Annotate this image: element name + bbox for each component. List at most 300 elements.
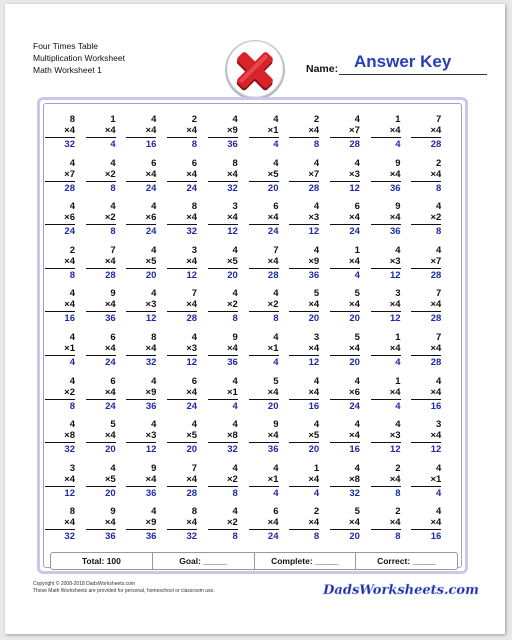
problem-factor-bottom: ×5 [267, 168, 279, 180]
problem-factor-top: 4 [151, 375, 157, 387]
copyright-line-1: Copyright © 2008-2018 DadsWorksheets.com [33, 581, 135, 587]
problem-factor-bottom: ×7 [308, 168, 320, 180]
problem-factor-top: 4 [273, 157, 279, 169]
problem-factor-bottom: ×8 [349, 473, 360, 485]
problem-factor-bottom: ×4 [145, 168, 157, 180]
problem-answer: 24 [64, 226, 75, 238]
red-x-icon [218, 38, 292, 102]
problem-factor-bottom: ×4 [308, 125, 320, 136]
problem-factor-bottom: ×4 [430, 343, 442, 354]
problem-answer: 4 [395, 400, 401, 412]
problem-factor-bottom: ×1 [64, 343, 75, 354]
problem-factor-bottom: ×4 [104, 255, 116, 267]
problem-factor-top: 4 [151, 114, 157, 125]
problem-answer: 12 [145, 444, 157, 456]
problem-factor-bottom: ×6 [64, 212, 75, 224]
problem-factor-top: 6 [151, 157, 157, 169]
problem-factor-top: 4 [110, 462, 116, 474]
problem-factor-bottom: ×3 [389, 255, 401, 267]
problem-factor-bottom: ×6 [349, 386, 360, 398]
problem-answer: 32 [186, 531, 198, 543]
problem-factor-bottom: ×4 [349, 517, 360, 529]
problem-factor-bottom: ×4 [308, 386, 320, 398]
problem-factor-top: 4 [151, 419, 157, 431]
problem-factor-top: 4 [151, 288, 157, 300]
problem-answer: 4 [395, 139, 401, 150]
problem-answer: 8 [436, 182, 442, 194]
problem-factor-top: 4 [232, 462, 238, 474]
problem-answer: 16 [349, 444, 360, 456]
problem-answer: 28 [64, 182, 75, 194]
problem-factor-bottom: ×4 [186, 517, 198, 529]
problem-answer: 20 [349, 313, 360, 325]
problem-factor-bottom: ×4 [64, 299, 75, 311]
copyright-line-2: These Math Worksheets are provided for personal, homeschool or classroom use. [33, 588, 215, 594]
problem-answer: 4 [110, 139, 116, 150]
problem-answer: 8 [313, 139, 320, 150]
problem-factor-top: 4 [273, 288, 279, 300]
problem-factor-top: 2 [191, 114, 198, 125]
problem-answer: 24 [186, 182, 198, 194]
problem-factor-top: 6 [191, 375, 198, 387]
problem-factor-bottom: ×2 [226, 517, 238, 529]
problem-answer: 8 [191, 139, 198, 150]
problem-answer: 28 [430, 139, 442, 150]
problem-factor-bottom: ×4 [389, 125, 401, 136]
problem-factor-bottom: ×4 [430, 299, 442, 311]
problem-answer: 12 [186, 357, 198, 368]
problem-factor-top: 7 [436, 288, 442, 300]
problem-factor-top: 4 [273, 332, 279, 343]
problem-factor-bottom: ×4 [430, 168, 442, 180]
problem-answer: 16 [308, 400, 320, 412]
problem-factor-bottom: ×4 [267, 212, 279, 224]
answer-key-label: Answer Key [354, 52, 452, 71]
problem-factor-bottom: ×4 [389, 299, 401, 311]
problem-factor-top: 4 [191, 419, 198, 431]
problem-factor-bottom: ×4 [104, 299, 116, 311]
problem-answer: 12 [390, 444, 401, 456]
problem-factor-bottom: ×1 [267, 473, 279, 485]
problem-factor-top: 3 [232, 201, 238, 213]
problem-factor-top: 4 [313, 244, 320, 256]
problem-factor-bottom: ×4 [349, 255, 360, 267]
problem-factor-bottom: ×8 [64, 430, 75, 442]
problem-factor-bottom: ×2 [104, 212, 116, 224]
problem-factor-top: 5 [110, 419, 116, 431]
problem-factor-bottom: ×4 [145, 473, 157, 485]
problem-factor-top: 4 [69, 157, 75, 169]
problem-factor-bottom: ×5 [186, 430, 198, 442]
problem-answer: 36 [145, 487, 157, 499]
problem-answer: 4 [232, 400, 238, 412]
problem-factor-top: 1 [395, 332, 401, 343]
problem-factor-bottom: ×4 [430, 125, 442, 136]
problem-factor-top: 2 [313, 506, 320, 518]
problem-answer: 4 [395, 357, 401, 368]
problem-factor-bottom: ×4 [104, 517, 116, 529]
problem-factor-bottom: ×4 [389, 168, 401, 180]
problem-answer: 36 [227, 139, 238, 150]
goal-cell: Goal: _____ [153, 553, 255, 569]
problem-factor-top: 6 [191, 157, 198, 169]
problem-factor-bottom: ×4 [145, 125, 157, 136]
problem-answer: 12 [390, 269, 401, 281]
problem-answer: 8 [273, 313, 279, 325]
problem-factor-top: 9 [151, 462, 157, 474]
problem-factor-top: 4 [232, 288, 238, 300]
problem-factor-top: 4 [436, 244, 442, 256]
problem-factor-bottom: ×5 [226, 255, 238, 267]
problem-factor-bottom: ×8 [226, 430, 238, 442]
problem-factor-top: 2 [313, 114, 320, 125]
problem-factor-top: 9 [232, 332, 238, 343]
problem-factor-bottom: ×4 [308, 517, 320, 529]
problem-factor-bottom: ×4 [104, 386, 116, 398]
problem-factor-top: 5 [354, 506, 360, 518]
problem-factor-bottom: ×4 [349, 299, 360, 311]
problem-answer: 32 [145, 357, 157, 368]
problem-factor-top: 9 [110, 506, 116, 518]
problem-factor-top: 5 [273, 375, 279, 387]
problem-factor-top: 1 [395, 114, 401, 125]
problem-factor-top: 9 [395, 157, 401, 169]
problem-factor-bottom: ×5 [104, 473, 116, 485]
problem-factor-top: 7 [436, 332, 442, 343]
problem-factor-bottom: ×4 [389, 517, 401, 529]
problem-factor-bottom: ×3 [186, 343, 198, 354]
problem-answer: 32 [64, 444, 75, 456]
problem-factor-top: 8 [151, 332, 157, 343]
problem-factor-bottom: ×2 [226, 299, 238, 311]
problem-factor-top: 4 [69, 288, 75, 300]
problem-answer: 20 [349, 357, 360, 368]
problem-factor-top: 4 [232, 114, 238, 125]
problem-factor-top: 5 [313, 288, 320, 300]
complete-cell: Complete: _____ [255, 553, 357, 569]
worksheet-title: Four Times Table [33, 41, 99, 51]
problem-answer: 4 [313, 487, 320, 499]
problem-factor-bottom: ×4 [64, 125, 75, 136]
problem-factor-bottom: ×4 [308, 343, 320, 354]
problem-factor-bottom: ×3 [389, 430, 401, 442]
problem-factor-top: 8 [191, 201, 198, 213]
problem-factor-bottom: ×4 [389, 473, 401, 485]
problem-answer: 28 [430, 357, 442, 368]
problem-factor-bottom: ×2 [104, 168, 116, 180]
problem-factor-bottom: ×4 [104, 430, 116, 442]
problem-factor-top: 4 [273, 114, 279, 125]
problem-answer: 24 [105, 357, 116, 368]
problem-answer: 36 [390, 182, 401, 194]
problem-answer: 4 [354, 269, 360, 281]
problem-factor-top: 4 [232, 506, 238, 518]
problem-answer: 8 [232, 487, 238, 499]
problem-factor-bottom: ×9 [145, 517, 157, 529]
problem-answer: 8 [232, 313, 238, 325]
problem-answer: 4 [273, 357, 279, 368]
problem-factor-bottom: ×4 [226, 168, 238, 180]
problem-answer: 4 [273, 487, 279, 499]
problem-factor-top: 4 [232, 375, 238, 387]
problem-factor-top: 4 [436, 506, 442, 518]
problem-answer: 28 [186, 487, 198, 499]
problem-factor-bottom: ×4 [186, 125, 198, 136]
problem-factor-top: 8 [69, 114, 75, 125]
problem-factor-bottom: ×7 [349, 125, 360, 136]
problem-factor-top: 4 [354, 114, 360, 125]
correct-cell: Correct: _____ [377, 556, 437, 566]
problem-answer: 20 [267, 182, 279, 194]
problem-factor-top: 7 [110, 244, 116, 256]
problem-answer: 12 [227, 226, 238, 238]
problem-answer: 32 [227, 444, 238, 456]
problem-factor-bottom: ×4 [186, 255, 198, 267]
problem-answer: 4 [273, 139, 279, 150]
problem-answer: 24 [105, 400, 116, 412]
problem-answer: 24 [145, 226, 157, 238]
problem-factor-top: 4 [151, 506, 157, 518]
problem-answer: 12 [308, 226, 320, 238]
problem-factor-bottom: ×4 [389, 386, 401, 398]
problem-answer: 20 [349, 531, 360, 543]
problem-answer: 16 [430, 400, 442, 412]
problem-factor-top: 9 [110, 288, 116, 300]
problem-answer: 32 [64, 531, 75, 543]
problem-factor-top: 4 [313, 419, 320, 431]
problem-factor-bottom: ×4 [145, 343, 157, 354]
problem-factor-bottom: ×1 [430, 473, 442, 485]
problem-factor-bottom: ×4 [64, 517, 75, 529]
problem-factor-top: 1 [354, 244, 360, 256]
problem-factor-top: 4 [69, 201, 75, 213]
problem-factor-top: 4 [69, 332, 75, 343]
problem-answer: 36 [390, 226, 401, 238]
problem-answer: 8 [395, 531, 401, 543]
problem-answer: 8 [395, 487, 401, 499]
problem-factor-bottom: ×7 [430, 255, 442, 267]
problem-answer: 32 [64, 139, 75, 150]
total-cell: Total: 100 [51, 553, 153, 569]
problem-factor-top: 4 [395, 244, 401, 256]
problem-answer: 4 [436, 487, 442, 499]
problem-factor-bottom: ×4 [186, 386, 198, 398]
problem-factor-top: 8 [69, 506, 75, 518]
problem-answer: 16 [145, 139, 157, 150]
problem-factor-top: 6 [110, 375, 116, 387]
problem-answer: 12 [390, 313, 401, 325]
problem-answer: 20 [105, 444, 116, 456]
problem-factor-bottom: ×4 [267, 430, 279, 442]
problem-factor-bottom: ×4 [349, 212, 360, 224]
problem-factor-bottom: ×4 [226, 212, 238, 224]
problem-factor-bottom: ×4 [308, 299, 320, 311]
problem-answer: 28 [349, 139, 360, 150]
problem-factor-bottom: ×2 [226, 473, 238, 485]
problem-factor-bottom: ×4 [64, 255, 75, 267]
problem-factor-bottom: ×1 [226, 386, 238, 398]
problem-answer: 36 [227, 357, 238, 368]
worksheet-header [33, 40, 125, 76]
problem-factor-bottom: ×9 [226, 125, 238, 136]
problem-factor-top: 8 [191, 506, 198, 518]
problem-factor-top: 7 [191, 462, 198, 474]
problem-answer: 8 [110, 226, 116, 238]
name-label: Name: [306, 63, 339, 75]
worksheet-number: Math Worksheet 1 [33, 65, 102, 75]
problem-factor-top: 3 [395, 288, 401, 300]
problem-factor-top: 4 [232, 244, 238, 256]
problem-factor-top: 4 [151, 201, 157, 213]
problem-factor-bottom: ×4 [430, 386, 442, 398]
problem-factor-bottom: ×3 [145, 299, 157, 311]
problem-factor-bottom: ×6 [145, 212, 157, 224]
problem-factor-top: 3 [191, 244, 198, 256]
problem-answer: 36 [308, 269, 320, 281]
problem-answer: 28 [430, 313, 442, 325]
problem-factor-top: 4 [273, 462, 279, 474]
problem-factor-top: 4 [436, 375, 442, 387]
problem-factor-bottom: ×9 [308, 255, 320, 267]
problem-factor-top: 9 [395, 201, 401, 213]
problem-factor-bottom: ×4 [430, 517, 442, 529]
problem-factor-top: 4 [110, 201, 116, 213]
problem-answer: 20 [308, 444, 320, 456]
problem-answer: 12 [186, 269, 198, 281]
problem-factor-bottom: ×1 [267, 343, 279, 354]
problem-factor-bottom: ×3 [349, 168, 360, 180]
problem-factor-top: 8 [232, 157, 238, 169]
problem-factor-bottom: ×2 [267, 299, 279, 311]
name-area [306, 50, 486, 76]
problem-answer: 4 [69, 357, 75, 368]
problem-factor-bottom: ×4 [389, 212, 401, 224]
problem-factor-top: 4 [354, 462, 360, 474]
problem-factor-top: 3 [436, 419, 442, 431]
problem-answer: 20 [105, 487, 116, 499]
problem-factor-bottom: ×4 [186, 212, 198, 224]
problem-factor-bottom: ×4 [104, 343, 116, 354]
problem-factor-bottom: ×4 [64, 473, 75, 485]
problem-answer: 24 [267, 531, 279, 543]
problem-factor-top: 4 [110, 157, 116, 169]
problem-factor-top: 1 [395, 375, 401, 387]
problem-factor-bottom: ×4 [186, 473, 198, 485]
problem-factor-top: 4 [151, 244, 157, 256]
problem-factor-top: 6 [110, 332, 116, 343]
problems-frame [37, 97, 468, 574]
problem-factor-top: 7 [273, 244, 279, 256]
problem-answer: 8 [110, 182, 116, 194]
problem-factor-top: 2 [395, 462, 401, 474]
dadsworksheets-logo [323, 578, 479, 600]
problem-factor-bottom: ×4 [226, 343, 238, 354]
logo-text: DadsWorksheets.com [323, 583, 479, 598]
problems-frame-inner [43, 103, 462, 568]
problem-answer: 28 [308, 182, 320, 194]
problem-answer: 20 [186, 444, 198, 456]
problem-factor-bottom: ×4 [186, 299, 198, 311]
problem-factor-top: 4 [436, 462, 442, 474]
problem-answer: 8 [313, 531, 320, 543]
name-line [339, 74, 487, 75]
problem-answer: 32 [227, 182, 238, 194]
problem-factor-top: 3 [313, 332, 320, 343]
problem-answer: 8 [232, 531, 238, 543]
problem-answer: 28 [105, 269, 116, 281]
problem-factor-top: 4 [313, 201, 320, 213]
problem-factor-top: 4 [395, 419, 401, 431]
problem-answer: 20 [227, 269, 238, 281]
problem-answer: 36 [145, 531, 157, 543]
problem-answer: 32 [349, 487, 360, 499]
worksheet-subtitle: Multiplication Worksheet [33, 53, 125, 63]
problem-factor-bottom: ×4 [430, 430, 442, 442]
problem-factor-top: 7 [191, 288, 198, 300]
score-footer [50, 552, 458, 570]
problem-factor-top: 4 [354, 419, 360, 431]
problem-answer: 24 [349, 400, 360, 412]
problem-answer: 16 [64, 313, 75, 325]
problem-answer: 32 [186, 226, 198, 238]
problem-factor-top: 6 [354, 201, 360, 213]
problem-answer: 36 [105, 313, 116, 325]
problem-factor-bottom: ×4 [186, 168, 198, 180]
problem-factor-bottom: ×4 [349, 343, 360, 354]
problem-answer: 36 [105, 531, 116, 543]
problem-factor-top: 6 [273, 201, 279, 213]
problem-answer: 28 [267, 269, 279, 281]
problem-answer: 8 [69, 269, 75, 281]
problem-factor-bottom: ×7 [64, 168, 75, 180]
problem-factor-top: 2 [69, 244, 75, 256]
problem-factor-bottom: ×2 [64, 386, 75, 398]
problem-answer: 20 [145, 269, 157, 281]
problem-factor-bottom: ×4 [104, 125, 116, 136]
problem-answer: 24 [186, 400, 198, 412]
problem-answer: 12 [430, 444, 442, 456]
problem-answer: 36 [145, 400, 157, 412]
problem-answer: 36 [267, 444, 279, 456]
problem-answer: 24 [145, 182, 157, 194]
problem-factor-top: 4 [436, 201, 442, 213]
problem-factor-top: 4 [191, 332, 198, 343]
problem-factor-top: 4 [313, 157, 320, 169]
problem-factor-bottom: ×1 [267, 125, 279, 136]
problem-answer: 12 [145, 313, 157, 325]
problem-factor-top: 4 [354, 157, 360, 169]
problem-factor-top: 7 [436, 114, 442, 125]
problem-answer: 20 [267, 400, 279, 412]
problem-answer: 12 [349, 182, 360, 194]
problem-factor-bottom: ×4 [267, 386, 279, 398]
problem-answer: 16 [430, 531, 442, 543]
problem-factor-top: 4 [313, 375, 320, 387]
problem-factor-bottom: ×2 [430, 212, 442, 224]
problem-answer: 8 [69, 400, 75, 412]
problem-factor-bottom: ×3 [145, 430, 157, 442]
problem-factor-top: 4 [69, 375, 75, 387]
problem-factor-bottom: ×4 [349, 430, 360, 442]
problem-factor-top: 1 [110, 114, 116, 125]
problem-factor-top: 2 [436, 157, 442, 169]
problem-factor-bottom: ×5 [145, 255, 157, 267]
problem-answer: 12 [308, 357, 320, 368]
problem-factor-top: 9 [273, 419, 279, 431]
problem-factor-bottom: ×4 [267, 255, 279, 267]
problem-factor-bottom: ×5 [308, 430, 320, 442]
problem-factor-bottom: ×4 [267, 517, 279, 529]
